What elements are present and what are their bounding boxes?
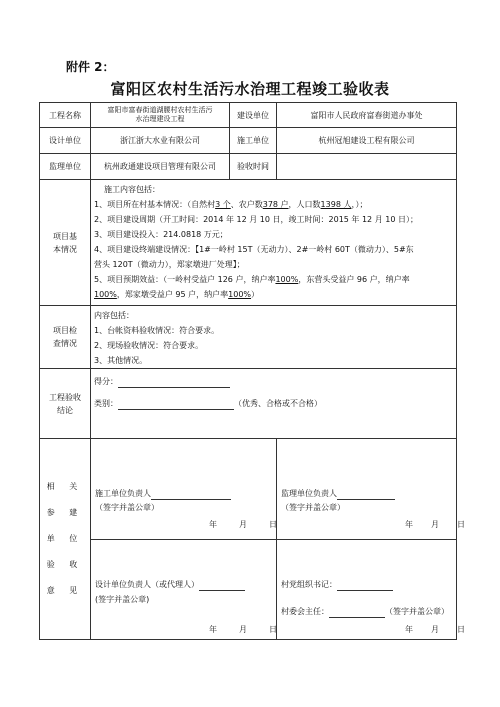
- project-check-label-line1: 项目检: [53, 326, 77, 335]
- basic-intro: 施工内容包括：: [104, 185, 160, 194]
- construct-head-label: 施工单位负责人: [95, 489, 151, 498]
- construct-day: 日: [269, 520, 277, 529]
- mid-divider: [90, 539, 456, 540]
- design-head-line[interactable]: [199, 581, 245, 591]
- opinion-label: [40, 439, 91, 640]
- check-intro: 内容包括：: [94, 311, 134, 320]
- rate-yiling: 100%: [275, 275, 299, 284]
- supervise-sign-seal: （签字并盖公章）: [281, 503, 345, 512]
- design-month: 月: [239, 625, 247, 634]
- basic-l1-mid1: 、农户数: [230, 200, 263, 209]
- construct-date: [209, 518, 277, 531]
- design-head-label: 设计单位负责人（或代理人）: [95, 580, 199, 589]
- design-head-row: [95, 578, 245, 591]
- check-item-1: 1、台帐资料验收情况：符合要求。: [94, 326, 220, 335]
- supervise-day: 日: [457, 520, 465, 529]
- village-year: 年: [405, 625, 413, 634]
- design-unit-label: 设计单位: [40, 128, 91, 154]
- village-dir-label: 村委会主任：: [281, 607, 329, 616]
- row-project-basic: [40, 180, 457, 306]
- construct-year: 年: [209, 520, 217, 529]
- basic-line-1: [94, 197, 453, 212]
- project-name-label: 工程名称: [40, 103, 91, 128]
- project-name-value: [91, 103, 230, 128]
- score-line[interactable]: [118, 378, 230, 388]
- village-sign-seal: （签字并盖公章）: [385, 607, 449, 616]
- construct-head-line[interactable]: [151, 490, 231, 500]
- party-sec-row: [281, 578, 393, 591]
- village-count: 3 个: [215, 200, 231, 209]
- category-note: （优秀、合格或不合格）: [234, 399, 322, 408]
- score-label: 得分：: [94, 377, 118, 386]
- supervise-head-row: [281, 487, 395, 500]
- conclusion-label-line1: 工程验收: [49, 392, 81, 402]
- build-unit-label: 建设单位: [230, 103, 277, 128]
- design-sign-seal: (签字并盖公章): [95, 595, 150, 604]
- design-unit-value: 浙江浙大水业有限公司: [91, 128, 230, 154]
- basic-l5b-end: ）: [251, 290, 260, 299]
- design-year: 年: [209, 625, 217, 634]
- supervise-head-line[interactable]: [337, 490, 395, 500]
- project-name-line1: 富阳市富春街道湖腰村农村生活污: [107, 106, 213, 114]
- opinion-char-4: 验 收: [46, 560, 84, 569]
- opinion-char-2: 参 建: [46, 508, 84, 517]
- form-title: 富阳区农村生活污水治理工程竣工验收表: [110, 80, 390, 98]
- project-check-label-line2: 查情况: [53, 339, 77, 348]
- rate-zhengjiadun: 100%: [228, 290, 252, 299]
- design-day: 日: [269, 625, 277, 634]
- village-month: 月: [431, 625, 439, 634]
- party-sec-label: 村党组织书记：: [281, 580, 337, 589]
- project-name-line2: 水治理建设工程: [135, 115, 185, 123]
- build-unit-value: 富阳市人民政府富春街道办事处: [277, 103, 457, 128]
- construct-month: 月: [239, 520, 247, 529]
- village-day: 日: [457, 625, 465, 634]
- construct-unit-label: 施工单位: [230, 128, 277, 154]
- basic-line-3: 3、项目建设投入：214.0818 万元；: [94, 230, 228, 239]
- check-item-2: 2、现场验收情况：符合要求。: [94, 341, 204, 350]
- construct-sign-seal: （签字并盖公章）: [95, 503, 159, 512]
- project-basic-label-line1: 项目基: [53, 231, 77, 241]
- basic-line-4a: 4、项目建设终端建设情况：【1#一岭村 15T（无动力）、2#一岭村 60T（微动力）、5#东: [94, 245, 414, 254]
- project-basic-label-line2: 本情况: [53, 244, 77, 254]
- conclusion-label-line2: 结论: [57, 405, 73, 415]
- population-count: 1398 人: [320, 200, 352, 209]
- project-basic-label: [40, 180, 91, 306]
- basic-l1-end: ，）；: [351, 200, 368, 209]
- village-dir-line[interactable]: [329, 608, 385, 618]
- supervise-unit-label: 监理单位: [40, 154, 91, 180]
- category-line[interactable]: [118, 400, 234, 410]
- household-count: 378 户: [262, 200, 289, 209]
- opinion-char-1: 相 关: [46, 482, 84, 491]
- basic-line-5a: [94, 272, 453, 287]
- supervise-date: [405, 518, 465, 531]
- village-dir-row: [281, 605, 449, 618]
- score-row: [94, 375, 453, 397]
- basic-l5a-pre: 5、项目预期效益：（一岭村受益户 126 户，纳户率: [94, 275, 276, 284]
- accept-time-label: 验收时间: [230, 154, 277, 180]
- check-item-3: 3、其他情况。: [94, 356, 148, 365]
- row-project-name: [40, 103, 457, 128]
- basic-l1-mid2: ，人口数: [288, 200, 321, 209]
- supervise-head-label: 监理单位负责人: [281, 489, 337, 498]
- project-check-label: [40, 306, 91, 369]
- rate-dongyingtou: 100%: [94, 290, 117, 299]
- conclusion-content: [91, 369, 457, 439]
- basic-l1-pre: 1、项目所在村基本情况：（自然村: [94, 200, 216, 209]
- party-sec-line[interactable]: [337, 581, 393, 591]
- supervise-year: 年: [405, 520, 413, 529]
- category-label: 类别：: [94, 399, 118, 408]
- project-basic-content: [91, 180, 457, 306]
- attachment-label: 附件 2：: [66, 60, 115, 74]
- acceptance-table: [39, 102, 465, 640]
- construct-head-row: [95, 487, 231, 500]
- design-date: [209, 623, 277, 636]
- supervise-month: 月: [431, 520, 439, 529]
- basic-line-5b: [94, 287, 453, 302]
- row-supervise-unit: [40, 154, 457, 180]
- basic-line-2: 2、项目建设周期（开工时间：2014 年 12 月 10 日，竣工时间：2015 年 12 月 10 日）；: [94, 215, 418, 224]
- accept-time-value: [277, 154, 457, 180]
- row-conclusion: [40, 369, 457, 439]
- opinion-char-3: 单 位: [46, 534, 84, 543]
- basic-l5a-post: ，东营头受益户 96 户，纳户率: [298, 275, 410, 284]
- supervise-unit-value: 杭州政通建设项目管理有限公司: [91, 154, 230, 180]
- construct-unit-value: 杭州冠旭建设工程有限公司: [277, 128, 457, 154]
- row-project-check: [40, 306, 457, 369]
- category-row: [94, 397, 453, 410]
- conclusion-label: [40, 369, 91, 439]
- row-design-unit: [40, 128, 457, 154]
- basic-l5b-mid: ，郑家墩受益户 95 户，纳户率: [116, 290, 229, 299]
- basic-line-4b: 营头 120T（微动力），郑家墩进厂处理】；: [94, 260, 245, 269]
- opinion-char-5: 意 见: [46, 586, 84, 595]
- village-date: [405, 623, 465, 636]
- project-check-content: [91, 306, 457, 369]
